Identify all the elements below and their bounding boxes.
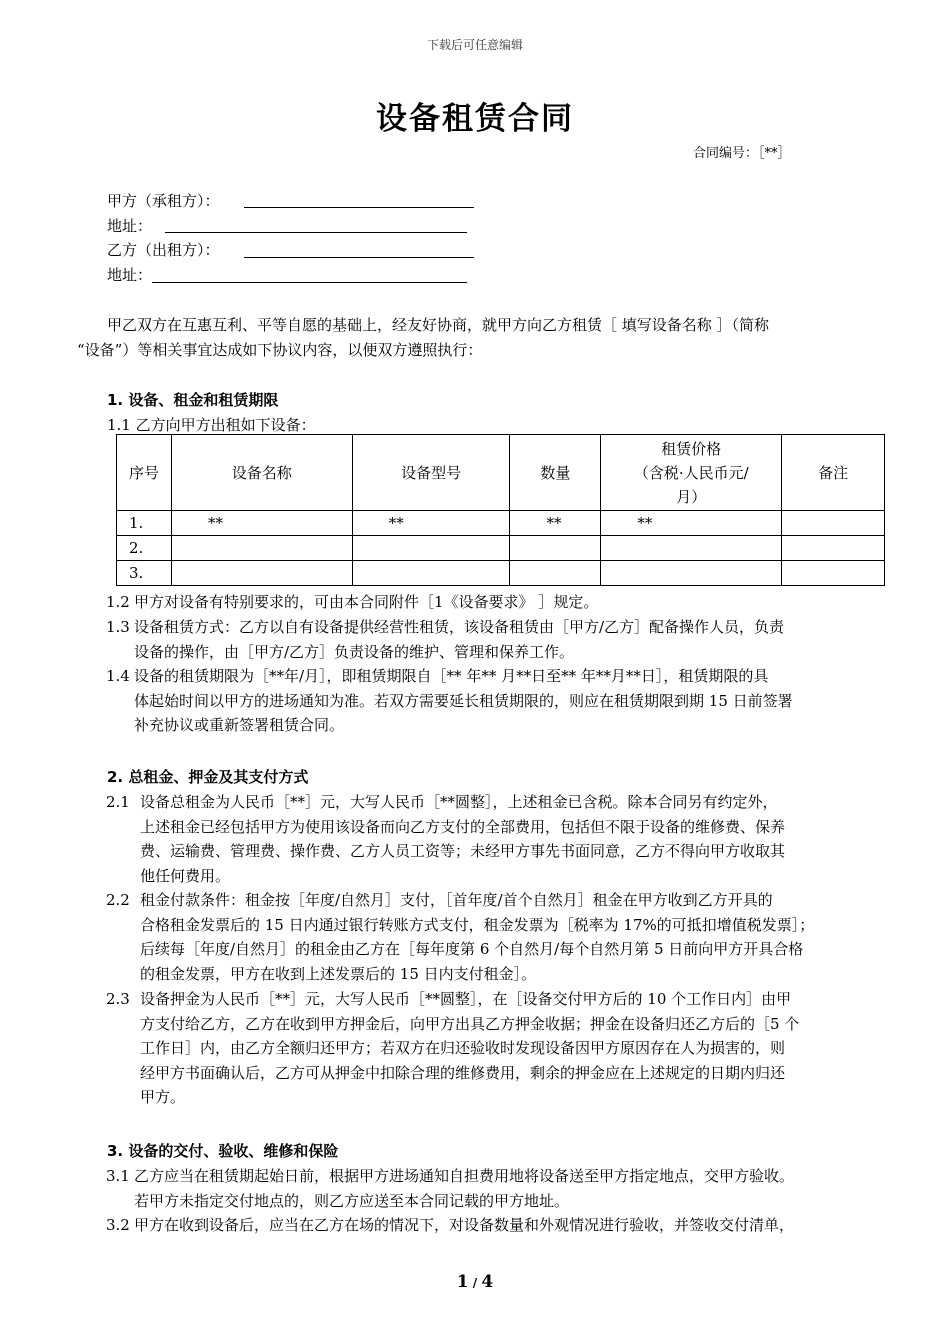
- item-3-2: [106, 1213, 906, 1238]
- col-header-remark: 备注: [782, 435, 885, 511]
- address-b-blank: [152, 282, 467, 283]
- cell-name: [171, 536, 352, 561]
- table-row: [117, 511, 885, 536]
- price-header-line-3: 月）: [676, 487, 707, 506]
- intro-line-2: “设备”）等相关事宜达成如下协议内容，以便双方遵照执行：: [77, 341, 483, 359]
- item-3-1: [106, 1164, 906, 1213]
- contract-number: 合同编号：［**］: [693, 146, 791, 161]
- item-line: 租金付款条件：租金按［年度/自然月］支付，［首年度/首个自然月］租金在甲方收到乙方开具的: [140, 891, 773, 909]
- item-number: 3.2: [106, 1216, 130, 1234]
- item-number: 1.2: [106, 593, 130, 611]
- item-line: 设备租赁方式：乙方以自有设备提供经营性租赁，该设备租赁由［甲方/乙方］配备操作人员，负责: [134, 618, 785, 636]
- table-header-row: [117, 435, 885, 511]
- item-line: 方支付给乙方，乙方在收到甲方押金后，向甲方出具乙方押金收据；押金在设备归还乙方后的［5 个: [140, 1014, 800, 1033]
- cell-name: **: [171, 511, 352, 536]
- intro-line-1: 甲乙双方在互惠互利、平等自愿的基础上，经友好协商，就甲方向乙方租赁［ 填写设备名称 ］（简称: [107, 316, 770, 334]
- section-1-heading: 1. 设备、租金和租赁期限: [107, 391, 279, 409]
- col-header-index: 序号: [117, 435, 172, 511]
- section-3-heading: 3. 设备的交付、验收、维修和保险: [107, 1142, 339, 1160]
- item-number: 1.4: [106, 667, 130, 685]
- item-line: 设备的操作，由［甲方/乙方］负责设备的维护、管理和保养工作。: [134, 642, 575, 661]
- item-number: 2.1: [106, 793, 130, 811]
- cell-price: [601, 561, 782, 586]
- item-1-1: 1.1 乙方向甲方出租如下设备：: [107, 416, 316, 434]
- party-a-blank: [244, 207, 474, 208]
- cell-quantity: **: [510, 511, 601, 536]
- cell-price: **: [601, 511, 782, 536]
- party-a-label: 甲方（承租方）：: [107, 192, 220, 210]
- cell-name: [171, 561, 352, 586]
- cell-model: **: [352, 511, 510, 536]
- price-header-line-2: （含税·人民币元/: [633, 463, 749, 482]
- cell-quantity: [510, 561, 601, 586]
- total-pages: 4: [481, 1272, 494, 1292]
- equipment-table: [116, 434, 885, 586]
- item-line: 他任何费用。: [140, 866, 231, 885]
- cell-index: 1.: [117, 511, 172, 536]
- item-line: 若甲方未指定交付地点的，则乙方应送至本合同记载的甲方地址。: [134, 1191, 570, 1210]
- col-header-quantity: 数量: [510, 435, 601, 511]
- address-a-label: 地址：: [107, 217, 153, 235]
- table-row: [117, 561, 885, 586]
- item-number: 2.3: [106, 990, 130, 1008]
- cell-remark: [782, 511, 885, 536]
- price-header-line-1: 租赁价格: [661, 439, 722, 458]
- item-line: 体起始时间以甲方的进场通知为准。若双方需要延长租赁期限的，则应在租赁期限到期 15 日前签署: [134, 691, 793, 710]
- current-page: 1: [456, 1272, 469, 1292]
- item-1-3: [106, 615, 906, 664]
- page-separator: /: [468, 1276, 482, 1290]
- col-header-price: [601, 435, 782, 511]
- cell-model: [352, 536, 510, 561]
- cell-price: [601, 536, 782, 561]
- col-header-name: 设备名称: [171, 435, 352, 511]
- item-line: 甲方。: [140, 1088, 186, 1106]
- item-line: 经甲方书面确认后，乙方可从押金中扣除合理的维修费用，剩余的押金应在上述规定的日期内归还: [140, 1063, 786, 1082]
- item-line: 设备总租金为人民币［**］元，大写人民币［**圆整］，上述租金已含税。除本合同另有约定外，: [140, 793, 778, 811]
- item-line: 甲方对设备有特别要求的，可由本合同附件［1《设备要求》 ］规定。: [134, 593, 599, 611]
- item-1-4: [106, 664, 906, 738]
- item-2-1: [106, 790, 906, 888]
- item-line: 设备押金为人民币［**］元，大写人民币［**圆整］，在［设备交付甲方后的 10 个工作日内］由甲: [140, 990, 792, 1008]
- item-number: 1.3: [106, 618, 130, 636]
- address-b-label: 地址：: [107, 266, 153, 284]
- item-line: 上述租金已经包括甲方为使用该设备而向乙方支付的全部费用，包括但不限于设备的维修费、保养: [140, 817, 786, 836]
- item-line: 甲方在收到设备后，应当在乙方在场的情况下，对设备数量和外观情况进行验收，并签收交付清单，: [134, 1216, 795, 1234]
- item-line: 工作日］内，由乙方全额归还甲方；若双方在归还验收时发现设备因甲方原因存在人为损害的，则: [140, 1039, 786, 1057]
- table-row: [117, 536, 885, 561]
- cell-remark: [782, 561, 885, 586]
- page-title: 设备租赁合同: [376, 101, 574, 137]
- item-line: 补充协议或重新签署租赁合同。: [134, 716, 345, 734]
- page-number: [0, 1272, 950, 1292]
- item-1-2: [106, 590, 906, 615]
- col-header-model: 设备型号: [352, 435, 510, 511]
- item-number: 2.2: [106, 891, 130, 909]
- item-line: 的租金发票，甲方在收到上述发票后的 15 日内支付租金］。: [140, 964, 537, 983]
- item-2-3: [106, 987, 906, 1110]
- party-b-label: 乙方（出租方）：: [107, 241, 220, 259]
- item-number: 3.1: [106, 1167, 130, 1185]
- header-note: 下载后可任意编辑: [426, 38, 523, 52]
- section-2-heading: 2. 总租金、押金及其支付方式: [107, 768, 309, 786]
- cell-index: 2.: [117, 536, 172, 561]
- item-line: 设备的租赁期限为［**年/月］，即租赁期限自［** 年** 月**日至** 年**月**日］，租赁期限的具: [134, 667, 769, 685]
- cell-remark: [782, 536, 885, 561]
- cell-quantity: [510, 536, 601, 561]
- address-a-blank: [165, 232, 467, 233]
- item-line: 乙方应当在租赁期起始日前，根据甲方进场通知自担费用地将设备送至甲方指定地点，交甲方验收。: [134, 1167, 795, 1185]
- item-line: 合格租金发票后的 15 日内通过银行转账方式支付，租金发票为［税率为 17%的可抵扣增值税发票］；: [140, 915, 815, 934]
- party-b-blank: [244, 257, 474, 258]
- cell-model: [352, 561, 510, 586]
- cell-index: 3.: [117, 561, 172, 586]
- item-line: 费、运输费、管理费、操作费、乙方人员工资等；未经甲方事先书面同意，乙方不得向甲方收取其: [140, 842, 786, 860]
- item-2-2: [106, 888, 906, 986]
- item-line: 后续每［年度/自然月］的租金由乙方在［每年度第 6 个自然月/每个自然月第 5 日前向甲方开具合格: [140, 940, 804, 958]
